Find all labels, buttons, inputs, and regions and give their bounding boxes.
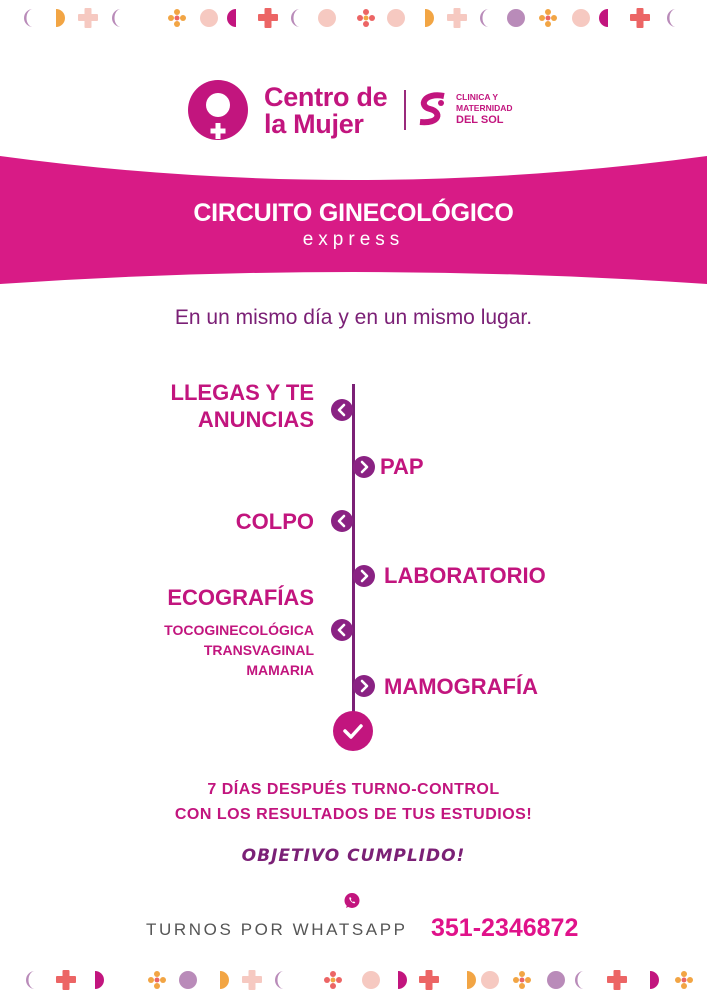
dot-icon — [481, 971, 499, 989]
step-arrival-line-1: LLEGAS Y TE — [170, 380, 314, 405]
moon-icon — [227, 9, 236, 27]
followup-message — [0, 777, 707, 827]
clinic-line-1: CLINICA Y — [456, 92, 499, 102]
step-arrival — [171, 379, 314, 433]
dot-icon — [387, 9, 405, 27]
moon-icon — [667, 9, 676, 27]
brand-name — [264, 84, 387, 138]
step-arrival-line-2: ANUNCIAS — [197, 407, 314, 432]
flower-icon — [675, 971, 693, 989]
timeline-line — [352, 384, 355, 714]
chevron-left-icon — [331, 510, 353, 532]
plus-icon — [447, 8, 467, 28]
plus-icon — [607, 970, 627, 990]
bottom-decor-pattern — [0, 962, 707, 998]
moon-icon — [26, 971, 35, 989]
moon-icon — [291, 9, 300, 27]
clinic-line-3: DEL SOL — [456, 114, 504, 126]
dot-icon — [572, 9, 590, 27]
moon-icon — [650, 971, 659, 989]
moon-icon — [275, 971, 284, 989]
flower-icon — [168, 9, 186, 27]
flower-icon — [357, 9, 375, 27]
step-colpo: COLPO — [235, 509, 314, 534]
moon-icon — [112, 9, 121, 27]
dot-icon — [362, 971, 380, 989]
followup-line-2: CON LOS RESULTADOS DE TUS ESTUDIOS! — [174, 806, 533, 823]
step-laboratorio: LABORATORIO — [384, 563, 546, 588]
dot-icon — [507, 9, 525, 27]
objective-text: OBJETIVO CUMPLIDO! — [241, 846, 466, 866]
sol-monogram-icon — [414, 90, 452, 128]
chevron-left-icon — [331, 619, 353, 641]
moon-icon — [95, 971, 104, 989]
moon-icon — [599, 9, 608, 27]
whatsapp-label: TURNOS POR WHATSAPP — [146, 920, 408, 939]
step-pap: PAP — [380, 454, 424, 479]
moon-icon — [220, 971, 229, 989]
step-mamografia: MAMOGRAFÍA — [384, 674, 538, 699]
moon-icon — [425, 9, 434, 27]
dot-icon — [200, 9, 218, 27]
banner-title: CIRCUITO GINECOLÓGICO — [193, 199, 514, 227]
flower-icon — [513, 971, 531, 989]
banner-subtitle: express — [302, 229, 405, 250]
moon-icon — [467, 971, 476, 989]
list-item: MAMARIA — [246, 662, 314, 678]
step-ecografias: ECOGRAFÍAS — [167, 585, 314, 610]
dot-icon — [547, 971, 565, 989]
list-item: TRANSVAGINAL — [203, 642, 314, 658]
dot-icon — [179, 971, 197, 989]
moon-icon — [480, 9, 489, 27]
plus-icon — [242, 970, 262, 990]
plus-icon — [56, 970, 76, 990]
moon-icon — [398, 971, 407, 989]
top-decor-pattern — [0, 0, 707, 36]
followup-line-1: 7 DÍAS DESPUÉS TURNO-CONTROL — [207, 781, 500, 798]
chevron-right-icon — [353, 456, 375, 478]
clinic-line-2: MATERNIDAD — [456, 103, 513, 113]
female-symbol-icon — [186, 80, 250, 146]
flower-icon — [324, 971, 342, 989]
chevron-right-icon — [353, 565, 375, 587]
ecografias-list — [164, 620, 314, 680]
moon-icon — [24, 9, 33, 27]
flower-icon — [539, 9, 557, 27]
plus-icon — [78, 8, 98, 28]
phone-number[interactable]: 351-2346872 — [431, 914, 579, 942]
list-item: TOCOGINECOLÓGICA — [164, 622, 314, 638]
clinic-name — [456, 92, 513, 127]
check-icon — [333, 711, 373, 751]
moon-icon — [575, 971, 584, 989]
moon-icon — [56, 9, 65, 27]
header-logos — [186, 80, 526, 150]
plus-icon — [630, 8, 650, 28]
whatsapp-icon — [343, 892, 361, 910]
plus-icon — [419, 970, 439, 990]
flower-icon — [148, 971, 166, 989]
plus-icon — [258, 8, 278, 28]
tagline: En un mismo día y en un mismo lugar. — [174, 306, 533, 329]
brand-line-2: la Mujer — [264, 109, 364, 139]
logo-divider — [404, 90, 406, 130]
chevron-left-icon — [331, 399, 353, 421]
chevron-right-icon — [353, 675, 375, 697]
dot-icon — [318, 9, 336, 27]
brand-line-1: Centro de — [264, 82, 388, 112]
